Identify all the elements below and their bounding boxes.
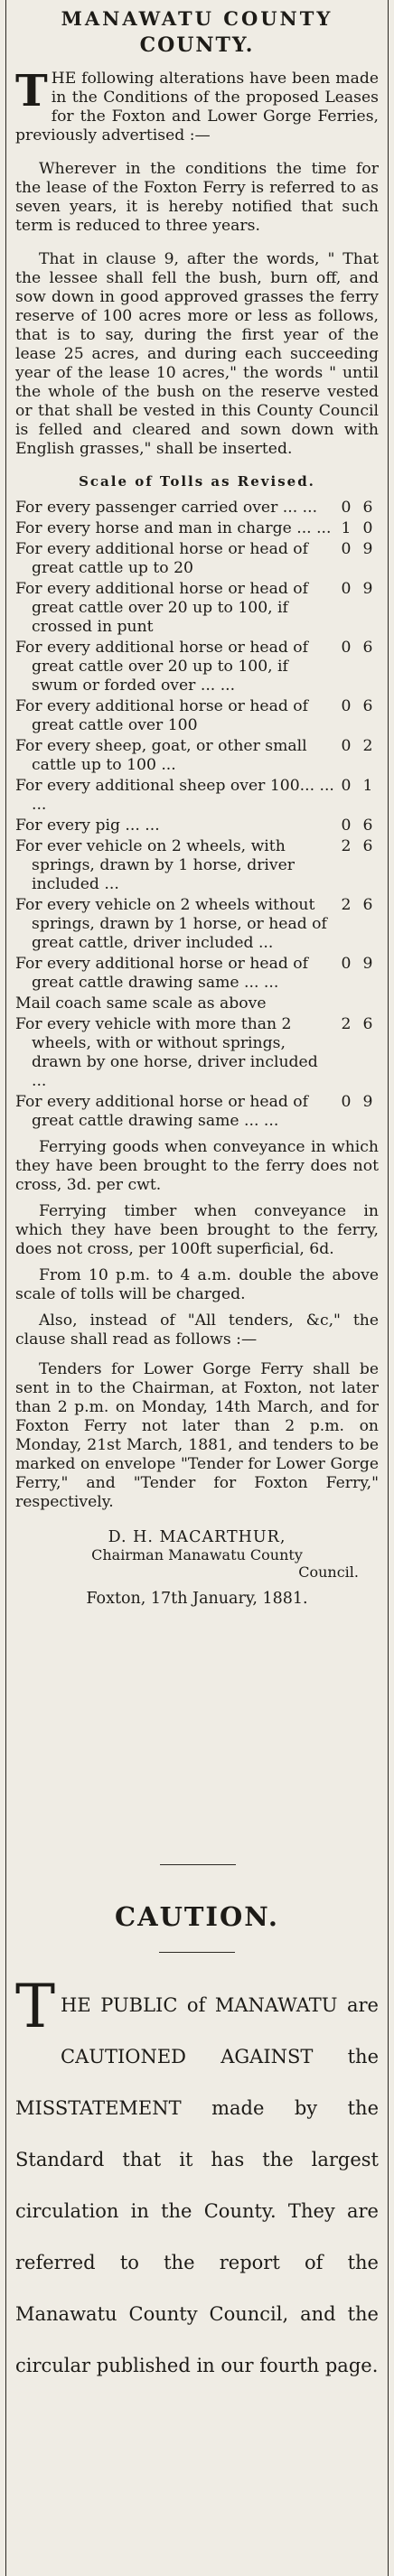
toll-row (15, 519, 379, 538)
toll-desc: For every pig ... ... (15, 817, 160, 835)
toll-pence: 6 (362, 639, 373, 657)
toll-row (15, 837, 379, 894)
toll-desc: Mail coach same scale as above (15, 994, 267, 1013)
toll-shillings (335, 994, 357, 1013)
toll-desc: For every passenger carried over ... ... (15, 499, 318, 517)
toll-desc: For every additional horse or head of great cattle over 20 up to 100, if crossed in punt (15, 580, 309, 636)
signer-title-2: Council. (298, 1563, 359, 1581)
toll-shillings: 2 (341, 837, 352, 855)
toll-shillings: 0 (341, 697, 352, 715)
toll-row (15, 697, 379, 735)
caution-body (15, 1972, 379, 2392)
toll-pence: 6 (362, 697, 373, 715)
signer-name: D. H. MACARTHUR, (108, 1528, 286, 1546)
caution-notice (15, 1874, 379, 2576)
toll-pence (357, 994, 379, 1013)
toll-row (15, 540, 379, 578)
toll-shillings: 0 (341, 1093, 352, 1111)
timber-paragraph: Ferrying timber when conveyance in which they have been brought to the ferry, does not cross, per 100ft superficial, 6d. (15, 1202, 379, 1258)
toll-desc: For every vehicle with more than 2 wheels, with or without springs, drawn by one horse, driver included ... (15, 1015, 318, 1090)
toll-desc: For every additional horse or head of great cattle up to 20 (15, 540, 309, 577)
toll-pence: 2 (362, 737, 373, 755)
night-paragraph: From 10 p.m. to 4 a.m. double the above scale of tolls will be charged. (15, 1266, 379, 1303)
toll-shillings: 0 (341, 737, 352, 755)
toll-row (15, 955, 379, 993)
caution-text: HE PUBLIC of MANAWATU are CAUTIONED AGAINST the MISSTATEMENT made by the Standard that it has the largest circulation in the County. They are referred to the report of the Manawatu County Council, and the circular published in our fourth page. (15, 1994, 379, 2376)
drop-cap: T (15, 66, 48, 117)
clause9-paragraph: That in clause 9, after the words, " That the lessee shall fell the bush, burn off, and sow down in good approved grasses the ferry reserve of 100 acres more or less as follows, that is to say, during the first year of the lease 25 acres, and during each succeeding year of the lease 10 acres," the words " until the whole of the bush on the reserve vested or that shall be vested in this County Council is felled and cleared and sown down with English grasses," shall be inserted. (15, 250, 379, 458)
drop-cap: T (15, 1972, 56, 2041)
also-paragraph: Also, instead of "All tenders, &c," the clause shall read as follows :— (15, 1311, 379, 1349)
toll-shillings: 2 (341, 896, 352, 914)
intro-text: HE following alterations have been made in the Conditions of the proposed Leases for the Foxton and Lower Gorge Ferries, previously advertised :— (15, 70, 379, 145)
toll-pence: 9 (362, 1093, 373, 1111)
toll-row (15, 499, 379, 518)
toll-row (15, 737, 379, 775)
toll-pence: 9 (362, 580, 373, 598)
toll-shillings: 1 (341, 519, 352, 537)
toll-shillings: 0 (341, 955, 352, 973)
toll-pence: 9 (362, 540, 373, 558)
toll-desc: For every additional horse or head of great cattle drawing same ... ... (15, 1093, 309, 1130)
toll-desc: For ever vehicle on 2 wheels, with springs, drawn by 1 horse, driver included ... (15, 837, 296, 893)
toll-shillings: 0 (341, 639, 352, 657)
toll-row (15, 1093, 379, 1131)
tolls-table (15, 499, 379, 1131)
toll-shillings: 0 (341, 499, 352, 517)
toll-row (15, 580, 379, 637)
toll-pence: 6 (362, 499, 373, 517)
intro-paragraph (15, 66, 379, 145)
toll-pence: 9 (362, 955, 373, 973)
toll-row (15, 994, 379, 1013)
toll-pence: 6 (362, 817, 373, 835)
toll-shillings: 0 (341, 580, 352, 598)
toll-pence: 1 (362, 777, 373, 795)
toll-desc: For every additional horse or head of great cattle over 100 (15, 697, 309, 734)
ferry-lease-notice (15, 0, 379, 1861)
toll-row (15, 639, 379, 695)
toll-pence: 6 (362, 1015, 373, 1033)
toll-pence: 6 (362, 896, 373, 914)
toll-desc: For every horse and man in charge ... ... (15, 519, 332, 537)
toll-row (15, 817, 379, 835)
toll-shillings: 0 (341, 817, 352, 835)
tenders-paragraph: Tenders for Lower Gorge Ferry shall be sent in to the Chairman, at Foxton, not later than 2 p.m. on Monday, 14th March, and for Foxton Ferry not later than 2 p.m. on Monday, 21st March, 1881, and tenders to be marked on envelope "Tender for Lower Gorge Ferry," and "Tender for Foxton Ferry," respectively. (15, 1360, 379, 1511)
caution-title: CAUTION. (114, 1901, 280, 1932)
signer-title: Chairman Manawatu County (91, 1546, 303, 1563)
goods-paragraph: Ferrying goods when conveyance in which they have been brought to the ferry does not cross, 3d. per cwt. (15, 1138, 379, 1194)
toll-desc: For every sheep, goat, or other small cattle up to 100 ... (15, 737, 307, 774)
divider-rule (160, 1864, 236, 1865)
toll-pence: 6 (362, 837, 373, 855)
toll-row (15, 896, 379, 953)
toll-pence: 0 (362, 519, 373, 537)
notice-date: Foxton, 17th January, 1881. (86, 1590, 308, 1608)
toll-row (15, 1015, 379, 1091)
caution-divider (159, 1952, 235, 1953)
toll-desc: For every additional horse or head of great cattle over 20 up to 100, if swum or forded over ... ... (15, 639, 309, 695)
notice-title-line1: MANAWATU COUNTY (61, 7, 333, 30)
newspaper-column (5, 0, 389, 2576)
toll-row (15, 777, 379, 815)
notice-title-line2: COUNTY. (139, 33, 255, 57)
toll-desc: For every additional sheep over 100... ... ... (15, 777, 334, 814)
toll-shillings: 0 (341, 777, 352, 795)
toll-shillings: 2 (341, 1015, 352, 1033)
toll-desc: For every additional horse or head of great cattle drawing same ... ... (15, 955, 309, 992)
tolls-heading: Scale of Tolls as Revised. (79, 473, 315, 490)
toll-shillings: 0 (341, 540, 352, 558)
toll-desc: For every vehicle on 2 wheels without springs, drawn by 1 horse, or head of great cattle, driver included ... (15, 896, 327, 952)
term-paragraph: Wherever in the conditions the time for the lease of the Foxton Ferry is referred to as seven years, it is hereby notified that such term is reduced to three years. (15, 160, 379, 235)
